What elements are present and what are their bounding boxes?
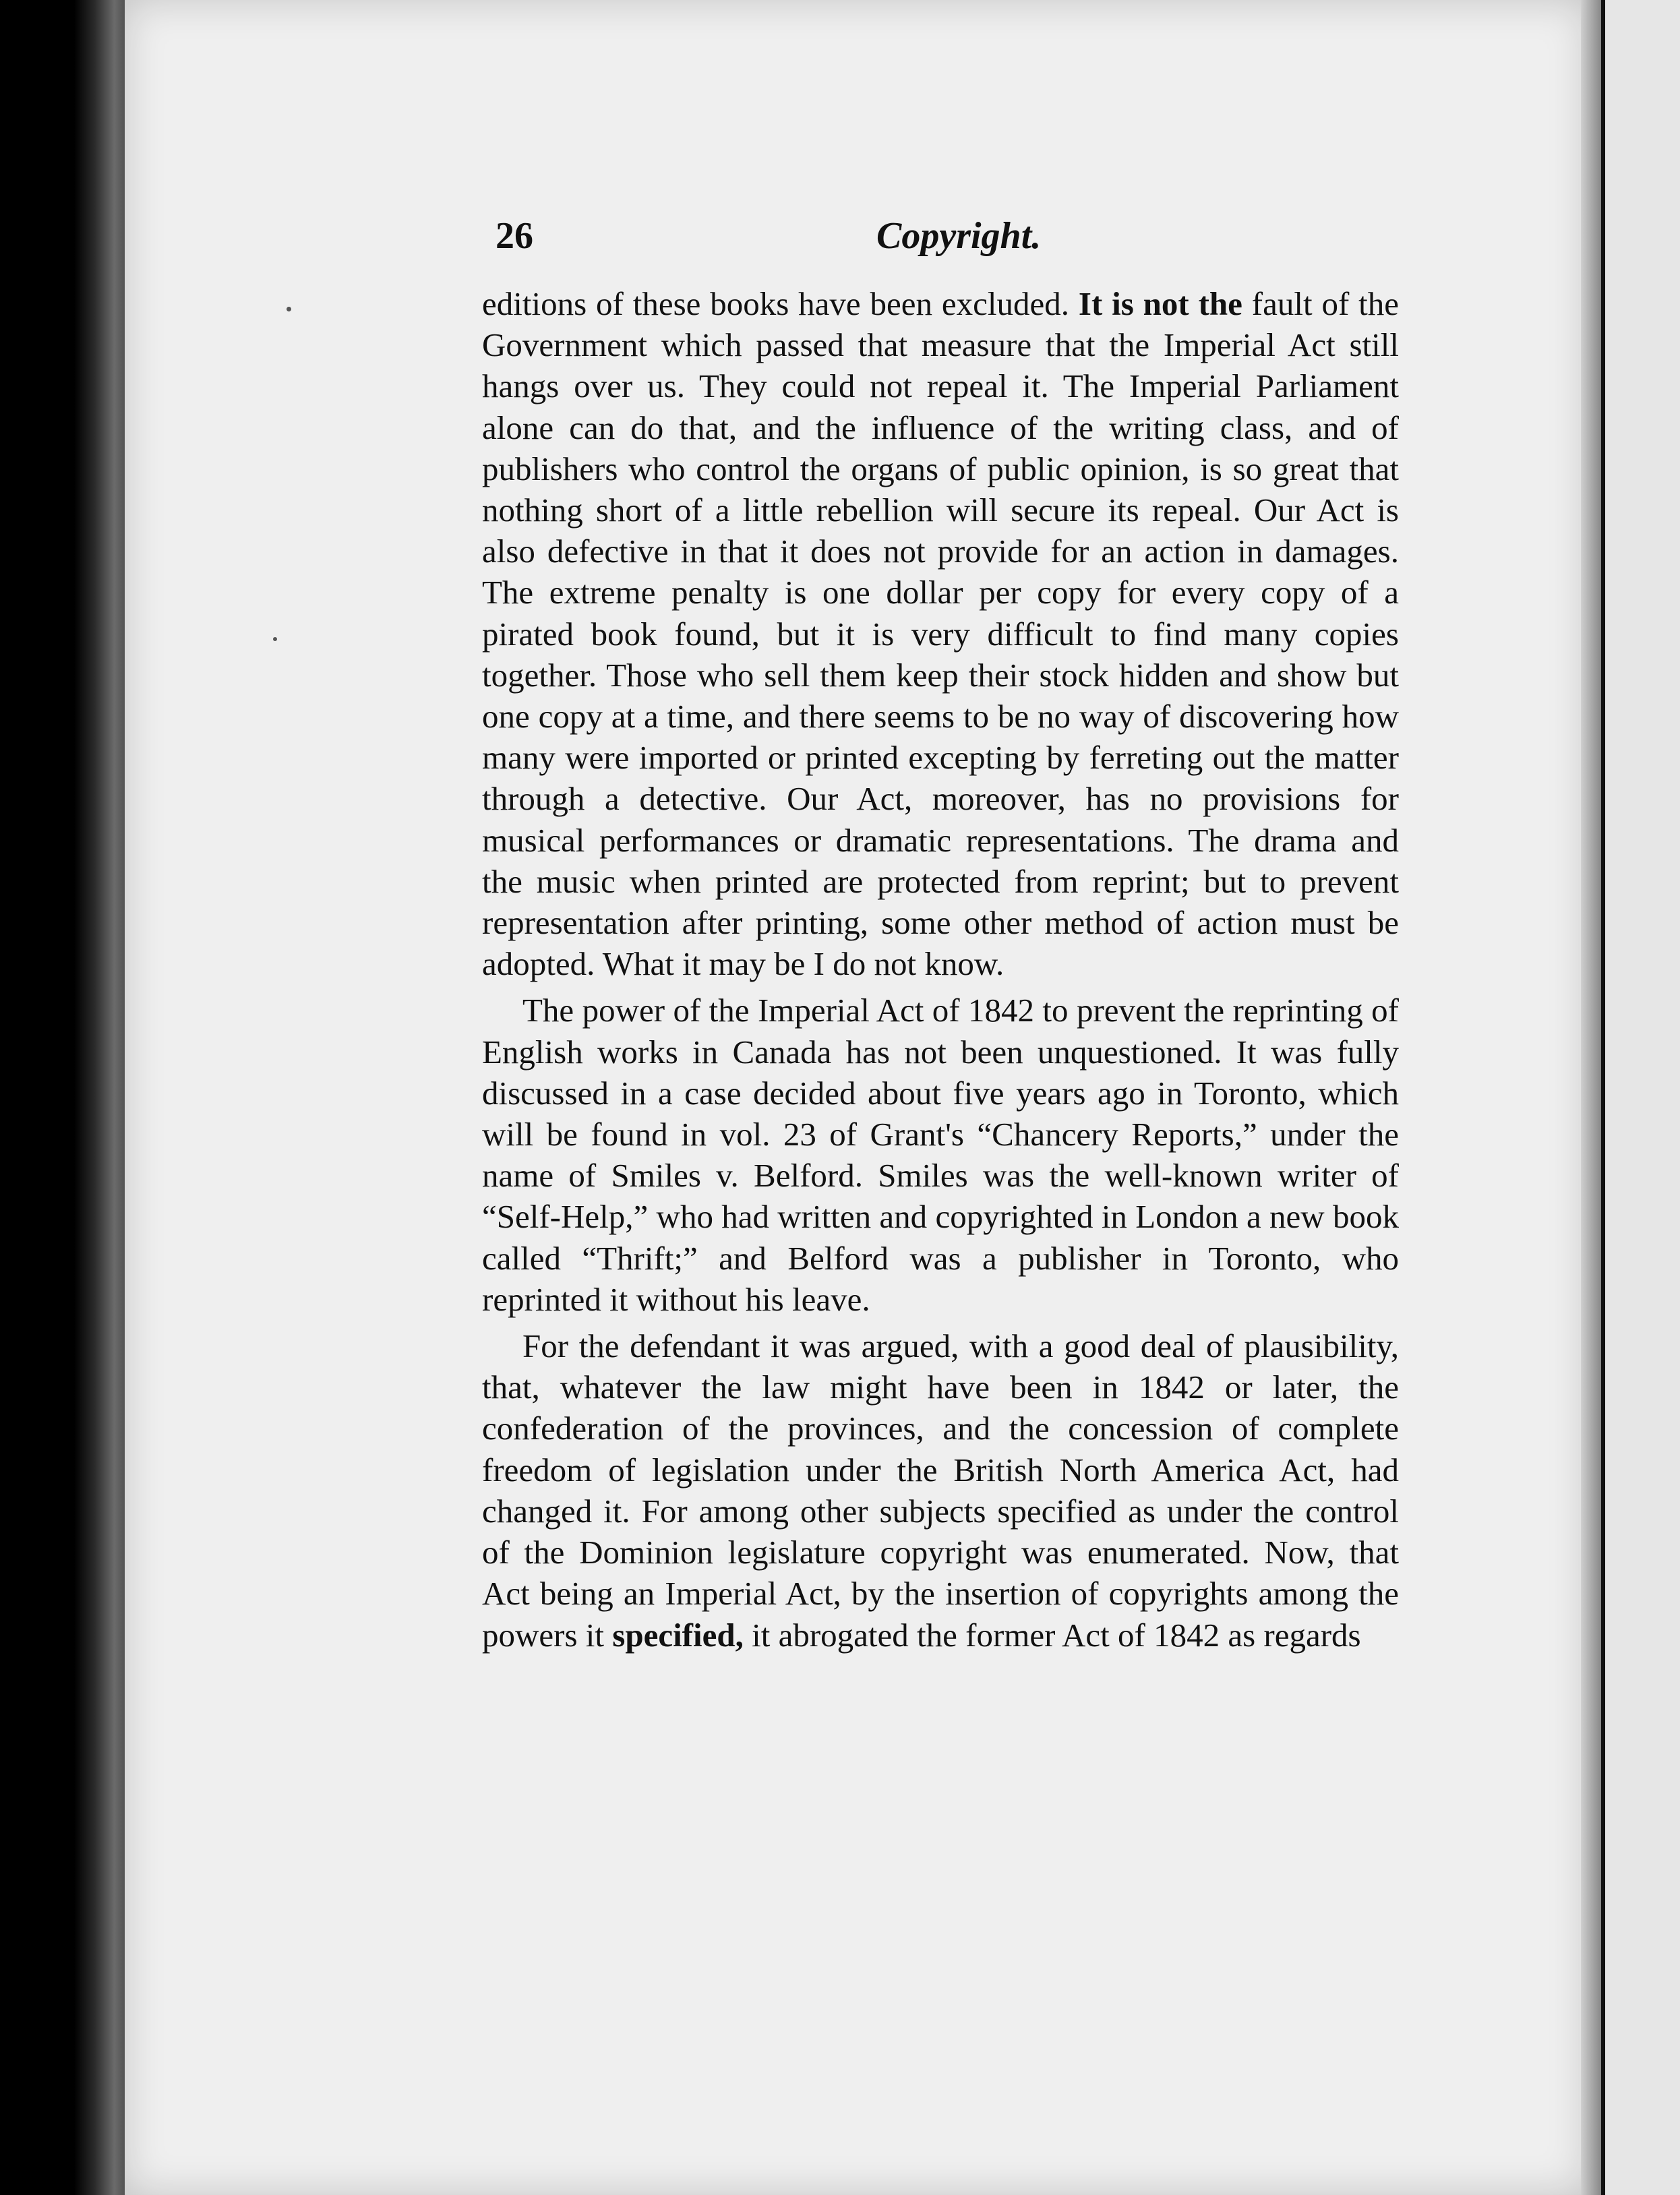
text-run-bold: It is not the: [1078, 285, 1242, 322]
text-run: it abrogated the former Act of 1842 as regards: [743, 1616, 1361, 1654]
text-run: fault of the Government which passed that measure that the Imperial Act still hangs over us. They could not repeal it. The Imperial Parliament alone can do that, and the influence of the writing class, and of publishers who control the organs of public opinion, is so great that nothing short of a little rebellion will secure its repeal. Our Act is also defective in that it does not provide for an action in damages. The extreme penalty is one dollar per copy for every copy of a pirated book found, but it is very difficult to find many copies together. Those who sell them keep their stock hidden and show but one copy at a time, and there seems to be no way of discovering how many were imported or printed excepting by ferreting out the matter through a detective. Our Act, moreover, has no provisions for musical performances or dramatic representations. The drama and the music when printed are protected from reprint; but to prevent representation after printing, some other method of action must be adopted. What it may be I do not know.: [482, 285, 1399, 983]
text-run-bold: specified,: [612, 1616, 744, 1654]
paragraph: [482, 990, 1399, 1320]
scan-speck: [273, 637, 277, 641]
paragraph: [482, 1325, 1399, 1656]
page-number: 26: [496, 215, 533, 257]
facing-page-edge: [1601, 0, 1680, 2195]
body-text: [482, 283, 1399, 1656]
text-run: For the defendant it was argued, with a good deal of plausibility, that, whatever the law might have been in 1842 or later, the confederation of the provinces, and the concession of complete freedom of legislation under the British North America Act, had changed it. For among other subjects specified as under the control of the Dominion legislature copyright was enumerated. Now, that Act being an Imperial Act, by the insertion of copyrights among the powers it: [482, 1327, 1399, 1654]
scan-speck: [287, 307, 291, 311]
scan-left-margin: [0, 0, 135, 2195]
running-title: Copyright.: [876, 215, 1042, 257]
paragraph: [482, 283, 1399, 984]
text-run: editions of these books have been excluded.: [482, 285, 1079, 322]
running-head: [496, 214, 1392, 275]
page-gutter-edge: [1581, 0, 1601, 2195]
text-run: The power of the Imperial Act of 1842 to prevent the reprinting of English works in Canada has not been unquestioned. It was fully discussed in a case decided about five years ago in Toronto, which will be found in vol. 23 of Grant's “Chancery Reports,” under the name of Smiles v. Belford. Smiles was the well-known writer of “Self-Help,” who had written and copyrighted in London a new book called “Thrift;” and Belford was a publisher in Toronto, who reprinted it without his leave.: [482, 992, 1399, 1318]
